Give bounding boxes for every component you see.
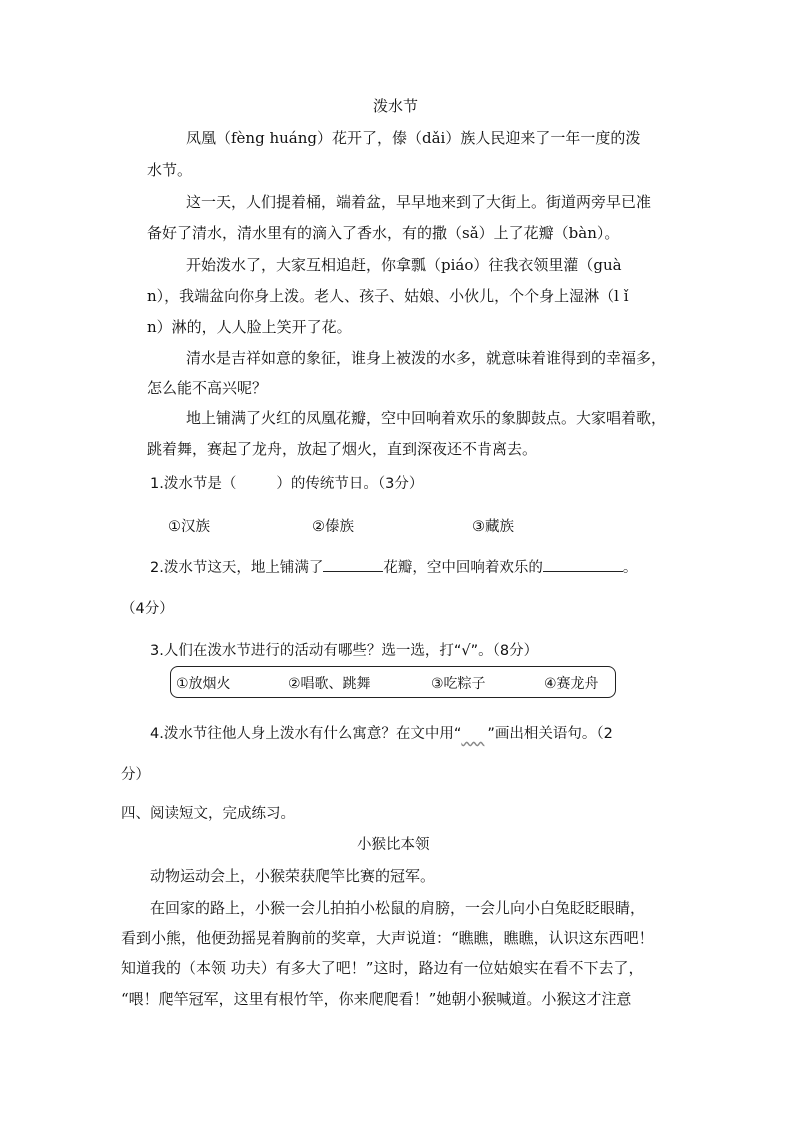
- passage-line: 清水是吉祥如意的象征，谁身上被泼的水多，就意味着谁得到的幸福多，: [186, 349, 667, 367]
- question-1-prefix: 1.泼水节是（: [150, 476, 237, 492]
- question-4-score: 分）: [121, 767, 150, 783]
- passage-line: 在回家的路上，小猴一会儿拍拍小松鼠的肩膀，一会儿向小白兔眨眨眼睛，: [150, 899, 646, 917]
- question-4-prefix: 4.泼水节往他人身上泼水有什么寓意？在文中用“: [150, 726, 462, 742]
- section-heading: 四、阅读短文，完成练习。: [121, 806, 295, 822]
- activity-option[interactable]: ①放烟火: [176, 676, 231, 692]
- passage-line: 怎么能不高兴呢？: [147, 379, 268, 397]
- passage-line: “喂！爬竿冠军，这里有根竹竿，你来爬爬看！”她朝小猴喊道。小猴这才注意: [121, 990, 632, 1008]
- passage-line: 知道我的（本领 功夫）有多大了吧！”这时，路边有一位姑娘实在看不下去了，: [121, 959, 644, 977]
- question-2-score: （4分）: [121, 601, 174, 617]
- question-1-suffix: ）的传统节日。（3分）: [276, 476, 424, 492]
- passage-line: 跳着舞，赛起了龙舟，放起了烟火，直到深夜还不肯离去。: [147, 440, 538, 458]
- activity-options-box: [170, 666, 616, 698]
- question-4-suffix: ”画出相关语句。（2: [487, 726, 613, 742]
- question-1: [150, 474, 423, 494]
- passage-line: 凤凰（fèng huáng）花开了，傣（dǎi）族人民迎来了一年一度的泼: [186, 129, 641, 147]
- activity-option[interactable]: ②唱歌、跳舞: [288, 676, 371, 692]
- activity-option[interactable]: ④赛龙舟: [544, 676, 599, 692]
- answer-blank[interactable]: [543, 557, 623, 572]
- question-2-part2: 花瓣，空中回响着欢乐的: [383, 560, 543, 576]
- answer-blank[interactable]: [323, 557, 383, 572]
- choice-option[interactable]: ①汉族: [168, 519, 210, 535]
- passage-line: 备好了清水，清水里有的滴入了香水，有的撒（sǎ）上了花瓣（bàn）。: [147, 224, 620, 242]
- wavy-underline-mark: [461, 724, 487, 744]
- activity-option[interactable]: ③吃粽子: [431, 676, 486, 692]
- passage-line: 看到小熊，他便劲摇晃着胸前的奖章，大声说道：“瞧瞧，瞧瞧，认识这东西吧！: [121, 929, 654, 947]
- passage-line: 地上铺满了火红的凤凰花瓣，空中回响着欢乐的象脚鼓点。大家唱着歌，: [186, 409, 667, 427]
- question-2: [150, 557, 637, 578]
- question-2-part1: 2.泼水节这天，地上铺满了: [150, 560, 324, 576]
- passage-line: n）淋的，人人脸上笑开了花。: [147, 318, 352, 336]
- passage-line: 水节。: [147, 161, 193, 179]
- choice-option[interactable]: ②傣族: [312, 519, 354, 535]
- choice-option[interactable]: ③藏族: [472, 519, 514, 535]
- passage-title: 小猴比本领: [357, 837, 430, 853]
- passage-line: n），我端盆向你身上泼。老人、孩子、姑娘、小伙儿，个个身上湿淋（l ǐ: [147, 287, 629, 305]
- question-4: [150, 724, 613, 744]
- passage-line: 动物运动会上，小猴荣获爬竿比赛的冠军。: [150, 867, 436, 885]
- passage-line: 开始泼水了，大家互相追赶，你拿瓢（piáo）往我衣领里灌（guà: [186, 256, 622, 274]
- question-3: 3.人们在泼水节进行的活动有哪些？选一选，打“√”。（8分）: [150, 643, 539, 659]
- passage-line: 这一天，人们提着桶，端着盆，早早地来到了大街上。街道两旁早已准: [186, 193, 652, 211]
- passage-title: 泼水节: [373, 97, 419, 115]
- question-2-part3: 。: [622, 560, 638, 576]
